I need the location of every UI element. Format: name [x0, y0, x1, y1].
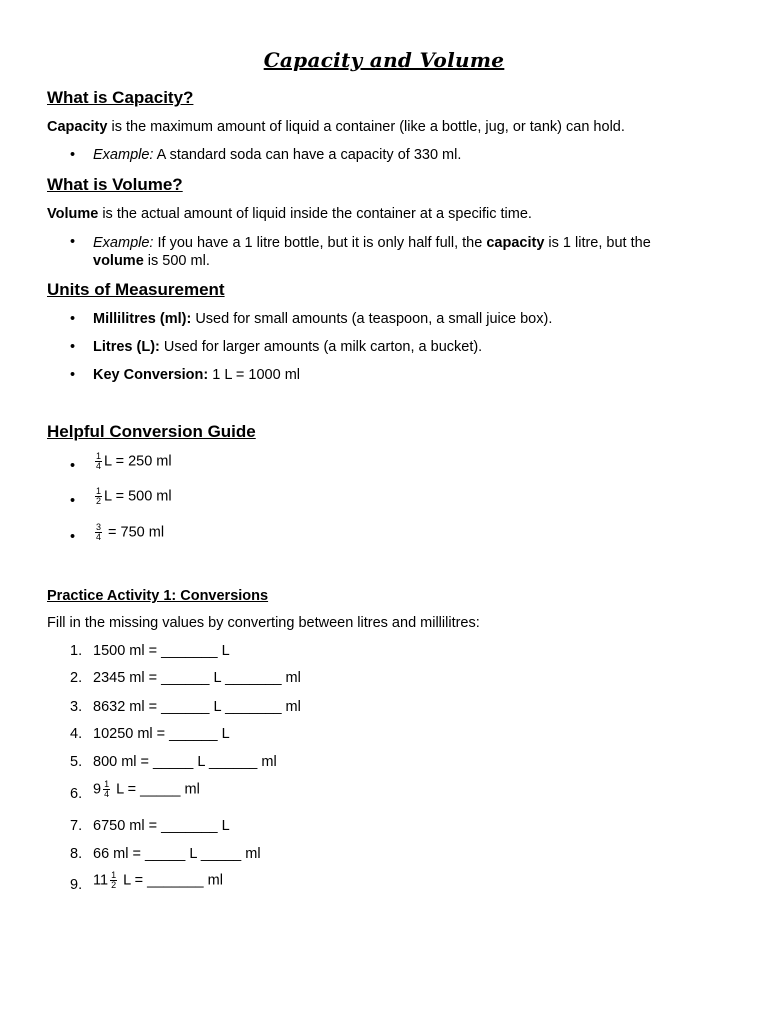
capacity-example-text: A standard soda can have a capacity of 330 ml.: [153, 147, 462, 163]
fraction: [95, 452, 102, 471]
volume-example-bold-2: volume: [93, 253, 144, 269]
fraction-numerator: 1: [111, 870, 117, 880]
guide-item-text: L = 500 ml: [104, 488, 172, 505]
item-number: 9.: [70, 877, 83, 893]
bullet-icon: •: [70, 367, 76, 383]
capacity-example: [93, 147, 461, 163]
guide-item-text: L = 250 ml: [104, 453, 172, 470]
mixed-whole: 11: [93, 872, 109, 889]
fraction-numerator: 1: [96, 451, 102, 461]
practice-item: 1500 ml = _______ L: [93, 643, 230, 659]
practice-item-text: L = _______ ml: [119, 872, 223, 889]
practice-item: 10250 ml = ______ L: [93, 726, 230, 742]
volume-definition-text: is the actual amount of liquid inside the container at a specific time.: [98, 206, 532, 222]
units-item-ml: [93, 311, 552, 327]
units-item-l: [93, 339, 482, 355]
fraction-denominator: 4: [104, 789, 110, 799]
volume-heading: What is Volume?: [47, 175, 183, 194]
bullet-icon: •: [70, 493, 76, 509]
fraction: [103, 780, 110, 799]
fraction-denominator: 2: [111, 880, 117, 890]
mixed-whole: 9: [93, 781, 102, 798]
volume-definition: [47, 206, 532, 222]
item-number: 5.: [70, 754, 83, 770]
item-number: 6.: [70, 786, 83, 802]
capacity-definition-text: is the maximum amount of liquid a container (like a bottle, jug, or tank) can hold.: [107, 119, 625, 135]
practice-item: 6750 ml = _______ L: [93, 818, 230, 834]
practice-item: 800 ml = _____ L ______ ml: [93, 754, 277, 770]
fraction: [95, 487, 102, 506]
item-number: 4.: [70, 726, 83, 742]
item-number: 7.: [70, 818, 83, 834]
practice-item: [93, 780, 200, 799]
practice-item: 66 ml = _____ L _____ ml: [93, 846, 261, 862]
item-number: 3.: [70, 699, 83, 715]
capacity-definition: [47, 119, 625, 135]
fraction: [110, 871, 117, 890]
guide-item: [93, 487, 172, 506]
bullet-icon: •: [70, 311, 76, 327]
item-number: 8.: [70, 846, 83, 862]
practice-item: [93, 871, 223, 890]
fraction-numerator: 3: [96, 522, 102, 532]
guide-item: [93, 452, 172, 471]
bullet-icon: •: [70, 529, 76, 545]
volume-example-text-3: is 500 ml.: [143, 253, 210, 269]
bullet-icon: •: [70, 458, 76, 474]
units-item-text: Used for small amounts (a teaspoon, a small juice box).: [191, 311, 553, 327]
volume-term: Volume: [47, 206, 99, 222]
bullet-icon: •: [70, 234, 76, 250]
practice-item: 8632 ml = ______ L _______ ml: [93, 699, 301, 715]
page-title: Capacity and Volume: [263, 48, 505, 72]
guide-heading: Helpful Conversion Guide: [47, 422, 256, 441]
bullet-icon: •: [70, 147, 76, 163]
units-heading: Units of Measurement: [47, 280, 225, 299]
units-item-label: Litres (L):: [93, 339, 160, 355]
practice-item-text: L = _____ ml: [112, 781, 200, 798]
units-item-label: Key Conversion:: [93, 367, 209, 383]
units-item-key: [93, 367, 300, 383]
practice-instructions: Fill in the missing values by converting between litres and millilitres:: [47, 615, 480, 631]
bullet-icon: •: [70, 339, 76, 355]
fraction-denominator: 4: [96, 532, 102, 542]
units-item-text: Used for larger amounts (a milk carton, a bucket).: [159, 339, 483, 355]
units-item-label: Millilitres (ml):: [93, 311, 192, 327]
fraction-denominator: 4: [96, 461, 102, 471]
capacity-example-label: Example:: [93, 147, 154, 163]
volume-example: [93, 234, 713, 270]
fraction-numerator: 1: [104, 779, 110, 789]
capacity-term: Capacity: [47, 119, 108, 135]
volume-example-text-1: If you have a 1 litre bottle, but it is only half full, the: [153, 235, 487, 251]
fraction-numerator: 1: [96, 486, 102, 496]
volume-example-bold-1: capacity: [486, 235, 545, 251]
guide-item-text: = 750 ml: [104, 524, 165, 541]
volume-example-label: Example:: [93, 235, 154, 251]
practice-heading: Practice Activity 1: Conversions: [47, 588, 269, 604]
item-number: 2.: [70, 670, 83, 686]
units-item-text: 1 L = 1000 ml: [208, 367, 300, 383]
fraction: [95, 523, 102, 542]
capacity-heading: What is Capacity?: [47, 88, 194, 107]
volume-example-text-2: is 1 litre, but the: [544, 235, 651, 251]
guide-item: [93, 523, 164, 542]
practice-item: 2345 ml = ______ L _______ ml: [93, 670, 301, 686]
fraction-denominator: 2: [96, 496, 102, 506]
item-number: 1.: [70, 643, 83, 659]
